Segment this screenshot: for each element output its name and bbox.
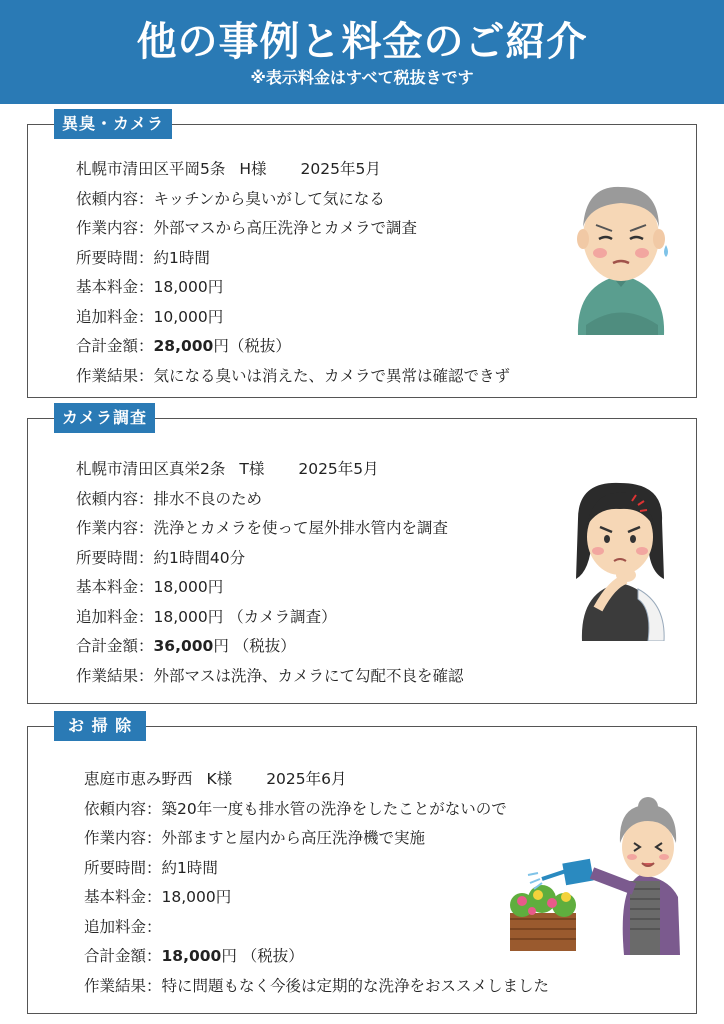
case-location: 恵庭市恵み野西 [84,770,193,788]
result-value: 外部マスは洗浄、カメラにて勾配不良を確認 [153,666,464,685]
case-request-row [76,485,464,515]
case-label: カメラ調査 [54,403,155,433]
work-value: 洗浄とカメラを使って屋外排水管内を調査 [153,519,449,537]
case-date: 2025年5月 [298,460,379,478]
case-work-row [76,514,464,544]
case-request-row [76,185,510,215]
total-value: 36,000 [153,637,214,655]
request-label: 依頼内容： [76,489,154,508]
worried-man-illustration [566,175,676,335]
work-value: 外部ますと屋内から高圧洗浄機で実施 [161,829,426,847]
case-base-fee-row [76,573,464,603]
work-label: 作業内容： [76,219,154,237]
case-base-fee-row [76,273,510,303]
base-fee-label: 基本料金： [76,578,154,596]
frustrated-woman-illustration [568,479,672,641]
total-value: 18,000 [161,947,222,965]
extra-fee-value: 18,000円 （カメラ調査） [153,607,337,626]
total-label: 合計金額： [76,637,154,655]
total-value: 28,000 [153,337,214,355]
case-card-cleaning [27,716,697,1014]
time-value: 約1時間 [161,858,218,877]
case-request-row [84,795,549,825]
page-title: 他の事例と料金のご紹介 [136,19,588,65]
time-label: 所要時間： [76,248,154,267]
case-extra-fee-row [76,603,464,633]
extra-fee-label: 追加料金： [76,307,154,326]
page-header [0,0,724,104]
case-header-row [76,455,464,485]
case-details [76,455,464,691]
case-customer: K様 [206,770,233,788]
tax-note: ※表示料金はすべて税抜きです [250,68,474,87]
case-label: 異臭・カメラ [54,109,172,139]
request-value: 築20年一度も排水管の洗浄をしたことがないので [161,799,507,818]
result-label: 作業結果： [76,366,154,385]
request-label: 依頼内容： [84,799,162,818]
case-extra-fee-row [84,913,549,943]
case-work-row [84,824,549,854]
case-date: 2025年5月 [300,160,381,178]
time-label: 所要時間： [76,548,154,567]
request-value: キッチンから臭いがして気になる [153,189,385,208]
case-result-row [76,662,464,692]
case-card-camera-inspection [27,408,697,704]
case-extra-fee-row [76,303,510,333]
extra-fee-value: 10,000円 [153,307,224,326]
case-base-fee-row [84,883,549,913]
extra-fee-label: 追加料金： [76,607,154,626]
total-suffix: 円（税抜） [213,337,291,355]
case-result-row [76,362,510,392]
case-details [76,155,510,391]
total-suffix: 円 （税抜） [221,947,304,965]
result-label: 作業結果： [76,666,154,685]
case-header-row [76,155,510,185]
base-fee-label: 基本料金： [84,888,162,906]
extra-fee-label: 追加料金： [84,917,162,936]
result-label: 作業結果： [84,976,162,995]
case-date: 2025年6月 [266,770,347,788]
case-customer: T様 [239,460,265,478]
case-label: お 掃 除 [54,711,146,741]
base-fee-label: 基本料金： [76,278,154,296]
case-customer: H様 [239,160,267,178]
case-location: 札幌市清田区平岡5条 [76,160,226,178]
base-fee-value: 18,000円 [153,278,224,296]
total-label: 合計金額： [84,947,162,965]
time-label: 所要時間： [84,858,162,877]
case-result-row [84,972,549,1002]
result-value: 気になる臭いは消えた、カメラで異常は確認できず [153,366,511,385]
request-value: 排水不良のため [153,489,263,508]
case-time-row [76,544,464,574]
case-total-row [76,332,510,362]
watering-woman-illustration [508,777,684,955]
time-value: 約1時間40分 [153,548,246,567]
work-label: 作業内容： [76,519,154,537]
work-value: 外部マスから高圧洗浄とカメラで調査 [153,219,418,237]
total-suffix: 円 （税抜） [213,637,296,655]
time-value: 約1時間 [153,248,210,267]
total-label: 合計金額： [76,337,154,355]
case-time-row [76,244,510,274]
case-card-odor-camera [27,114,697,398]
request-label: 依頼内容： [76,189,154,208]
case-total-row [76,632,464,662]
base-fee-value: 18,000円 [153,578,224,596]
case-details [84,765,549,1001]
case-work-row [76,214,510,244]
case-total-row [84,942,549,972]
base-fee-value: 18,000円 [161,888,232,906]
case-time-row [84,854,549,884]
case-header-row [84,765,549,795]
case-location: 札幌市清田区真栄2条 [76,460,226,478]
result-value: 特に問題もなく今後は定期的な洗浄をおススメしました [161,976,550,995]
work-label: 作業内容： [84,829,162,847]
